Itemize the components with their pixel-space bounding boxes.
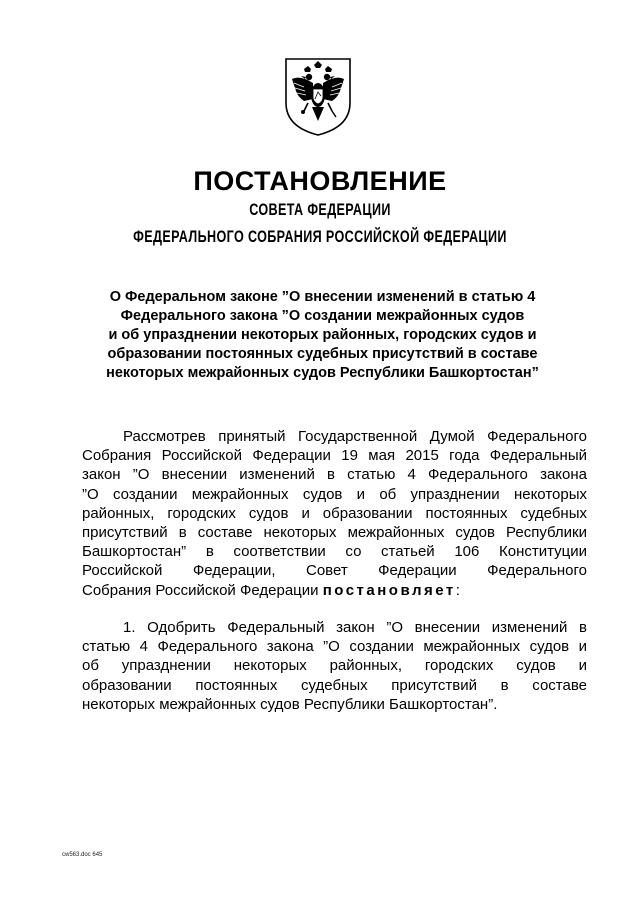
coat-of-arms-icon bbox=[284, 55, 352, 137]
paragraph-last-line bbox=[82, 581, 587, 600]
paragraph-line: некоторых межрайонных судов Республики Башкортостан”. bbox=[82, 695, 498, 713]
body-paragraph-2 bbox=[82, 618, 587, 714]
subject-line: образовании постоянных судебных присутствий в составе bbox=[107, 346, 538, 362]
paragraph-line: об упразднении некоторых районных, городских судов и bbox=[82, 657, 587, 675]
paragraph-line: Собрания Российской Федерации 19 мая 2015 года Федеральный bbox=[82, 447, 587, 465]
issuer-line-1: СОВЕТА ФЕДЕРАЦИИ bbox=[249, 200, 391, 219]
issuer-line-2: ФЕДЕРАЛЬНОГО СОБРАНИЯ РОССИЙСКОЙ ФЕДЕРАЦИИ bbox=[133, 227, 507, 246]
document-type-title: ПОСТАНОВЛЕНИЕ bbox=[193, 166, 447, 196]
paragraph-line: ”О создании межрайонных судов и об упразднении некоторых bbox=[82, 485, 587, 503]
document-code: cw563.doc 645 bbox=[62, 852, 103, 858]
subject-line: Федерального закона ”О создании межрайонных судов bbox=[120, 308, 525, 324]
paragraph-line: 1. Одобрить Федеральный закон ”О внесении изменений в bbox=[123, 619, 587, 636]
subject-line: и об упразднении некоторых районных, городских судов и bbox=[108, 327, 537, 343]
paragraph-line-text: Собрания Российской Федерации bbox=[82, 581, 323, 599]
paragraph-line: районных, городских судов и образовании постоянных судебных bbox=[82, 504, 587, 522]
resolution-subject bbox=[80, 288, 565, 383]
resolves-keyword: постановляет bbox=[322, 581, 456, 599]
resolves-suffix: : bbox=[455, 581, 460, 599]
paragraph-line: Рассмотрев принятый Государственной Думой Федерального bbox=[123, 428, 587, 445]
paragraph-line: закон ”О внесении изменений в статью 4 Федерального закона bbox=[82, 466, 587, 484]
paragraph-line: присутствий в составе некоторых межрайонных судов Республики bbox=[82, 523, 587, 541]
subject-line: О Федеральном законе ”О внесении изменений в статью 4 bbox=[109, 289, 536, 305]
paragraph-line: Башкортостан” в соответствии со статьей 106 Конституции bbox=[82, 543, 587, 561]
paragraph-line: Российской Федерации, Совет Федерации Федерального bbox=[82, 562, 587, 580]
body-paragraph-1 bbox=[82, 427, 587, 600]
paragraph-line: статью 4 Федерального закона ”О создании межрайонных судов и bbox=[82, 638, 587, 656]
subject-line: некоторых межрайонных судов Республики Башкортостан” bbox=[106, 365, 539, 381]
paragraph-line: образовании постоянных судебных присутствий в составе bbox=[82, 676, 587, 694]
